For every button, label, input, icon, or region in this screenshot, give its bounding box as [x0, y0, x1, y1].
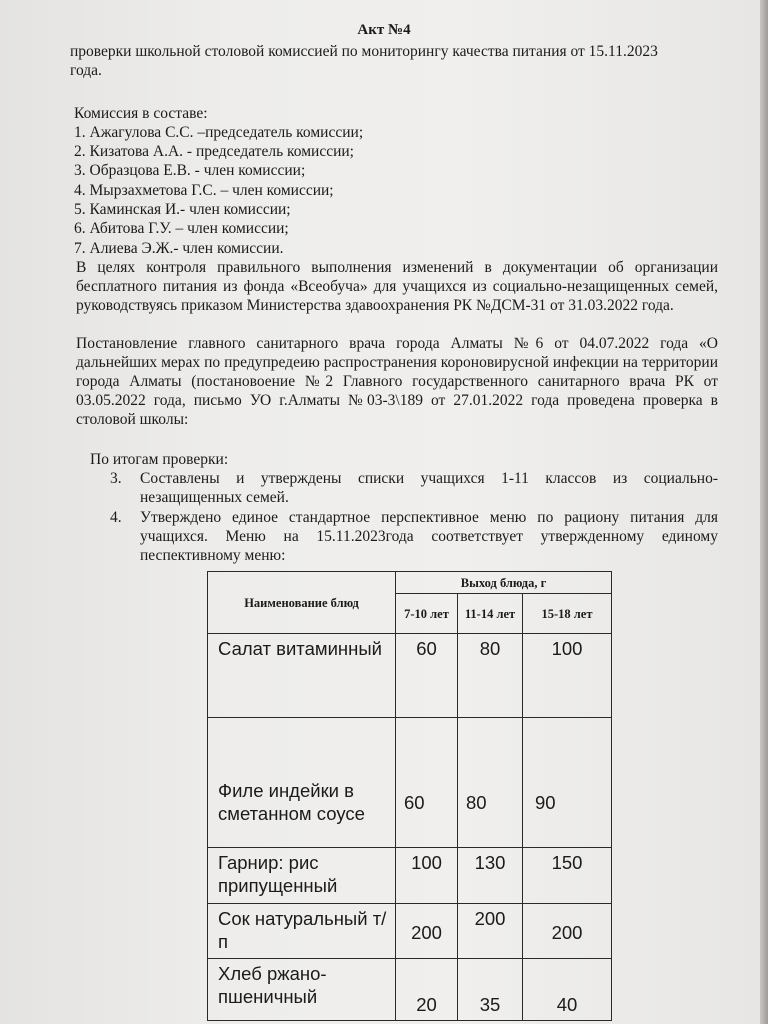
- table-row: [208, 718, 612, 848]
- dish-name: Салат витаминный: [208, 634, 396, 718]
- act-subtitle-line1: проверки школьной столовой комиссией по мониторингу качества питания от 15.11.2023: [70, 43, 658, 60]
- dish-name-header: Наименование блюд: [208, 572, 396, 634]
- portion-value: 35: [458, 959, 523, 1021]
- table-row: [208, 848, 612, 904]
- portion-value: 90: [523, 718, 612, 848]
- member-item: 2. Кизатова А.А. - председатель комиссии;: [74, 143, 354, 160]
- portion-value: 130: [458, 848, 523, 904]
- portion-value: 150: [523, 848, 612, 904]
- dish-name: Сок натуральный т/п: [208, 904, 396, 959]
- act-subtitle-line2: года.: [70, 62, 102, 79]
- portion-value: 80: [458, 718, 523, 848]
- paragraph-resolution: Постановление главного санитарного врача города Алматы №6 от 04.07.2022 года «О дальнейших мерах по предупредеию распространения короновирусной инфекции на территории города Алматы (постановоение №2 Главного государственного санитарного врача РК от 03.05.2022 года, письмо УО г.Алматы №03-3\189 от 27.01.2022 года проведена проверка в столовой школы:: [76, 335, 718, 428]
- table-header-row: [208, 572, 612, 594]
- dish-name: Филе индейки в сметанном соусе: [208, 718, 396, 848]
- age-group-header: 7-10 лет: [396, 594, 458, 634]
- result-item: [110, 508, 718, 565]
- portion-value: 200: [396, 904, 458, 959]
- age-group-header: 15-18 лет: [523, 594, 612, 634]
- result-item-number: 4.: [110, 509, 122, 526]
- member-item: 1. Ажагулова С.С. –председатель комиссии;: [74, 124, 364, 141]
- portion-value: 60: [396, 634, 458, 718]
- dish-name: Хлеб ржано-пшеничный: [208, 959, 396, 1021]
- portion-value: 60: [396, 718, 458, 848]
- member-item: 4. Мырзахметова Г.С. – член комиссии;: [74, 182, 334, 199]
- age-group-header: 11-14 лет: [458, 594, 523, 634]
- member-item: 7. Алиева Э.Ж.- член комиссии.: [74, 240, 284, 257]
- output-header: Выход блюда, г: [396, 572, 612, 594]
- portion-value: 200: [458, 904, 523, 959]
- result-item-number: 3.: [110, 470, 122, 487]
- act-title: Акт №4: [357, 22, 411, 38]
- commission-heading: Комиссия в составе:: [74, 105, 208, 122]
- portion-value: 20: [396, 959, 458, 1021]
- paper-edge-shadow: [760, 0, 768, 1024]
- member-item: 5. Каминская И.- член комиссии;: [74, 201, 291, 218]
- results-heading: По итогам проверки:: [90, 451, 229, 468]
- portion-value: 100: [396, 848, 458, 904]
- table-row: [208, 959, 612, 1021]
- portion-value: 80: [458, 634, 523, 718]
- result-item-text: Составлены и утверждены списки учащихся 1-11 классов из социально-незащищенных семей.: [140, 470, 718, 506]
- result-item: [110, 469, 718, 507]
- paragraph-purpose: В целях контроля правильного выполнения изменений в документации об организации бесплатного питания из фонда «Всеобуча» для учащихся из социально-незащищенных семей, руководствуясь приказом Министерства здавоохранения РК №ДСМ-31 от 31.03.2022 года.: [76, 259, 718, 314]
- member-item: 3. Образцова Е.В. - член комиссии;: [74, 162, 306, 179]
- portion-value: 40: [523, 959, 612, 1021]
- dish-name: Гарнир: рис припущенный: [208, 848, 396, 904]
- table-row: [208, 634, 612, 718]
- member-item: 6. Абитова Г.У. – член комиссии;: [74, 220, 289, 237]
- table-row: [208, 904, 612, 959]
- result-item-text: Утверждено единое стандартное перспективное меню по рациону питания для учащихся. Меню на 15.11.2023года соответствует утвержденному единому песпективному меню:: [140, 509, 718, 564]
- menu-table: [207, 571, 612, 1021]
- portion-value: 200: [523, 904, 612, 959]
- portion-value: 100: [523, 634, 612, 718]
